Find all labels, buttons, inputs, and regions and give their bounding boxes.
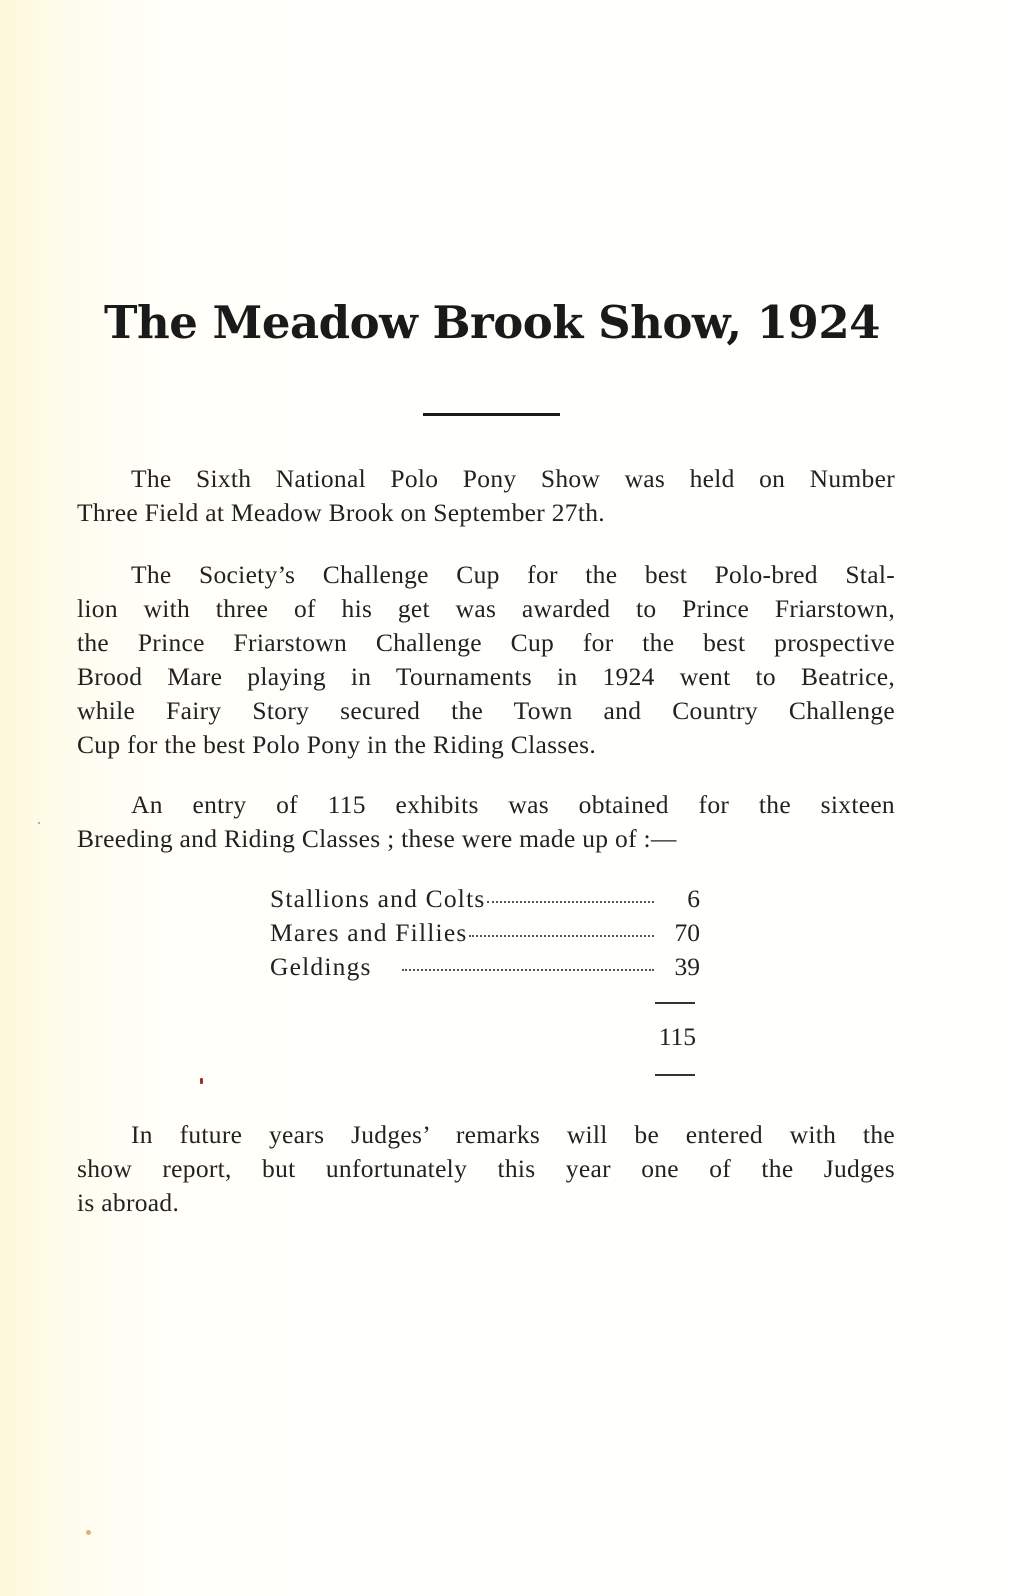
paragraph-show-intro xyxy=(77,462,895,530)
sum-rule-top xyxy=(655,1002,695,1004)
tally-label: Mares and Fillies xyxy=(270,918,468,947)
paper-speck xyxy=(200,1078,203,1084)
text-line: Three Field at Meadow Brook on September 27th. xyxy=(77,498,605,527)
text-line: An entry of 115 exhibits was obtained for the sixteen xyxy=(131,790,895,819)
title-divider xyxy=(423,413,560,416)
paragraph-entries xyxy=(77,788,895,856)
text-line: is abroad. xyxy=(77,1188,180,1217)
text-line: Breeding and Riding Classes ; these were made up of :— xyxy=(77,824,677,853)
text-line: The Sixth National Polo Pony Show was held on Number xyxy=(131,464,895,493)
tally-row-geldings xyxy=(270,952,700,986)
paragraph-judges xyxy=(77,1118,895,1220)
text-line: The Society’s Challenge Cup for the best Polo-bred Stal- xyxy=(131,560,895,589)
text-line: Brood Mare playing in Tournaments in 1924 went to Beatrice, xyxy=(77,662,895,691)
dot-leader xyxy=(487,901,654,903)
tally-value: 70 xyxy=(674,918,700,947)
text-line: while Fairy Story secured the Town and Country Challenge xyxy=(77,696,895,725)
text-line: the Prince Friarstown Challenge Cup for the best prospective xyxy=(77,628,895,657)
tally-label: Stallions and Colts xyxy=(270,884,486,913)
page-title: The Meadow Brook Show, 1924 xyxy=(104,296,880,349)
text-line: lion with three of his get was awarded to Prince Friarstown, xyxy=(77,594,895,623)
dot-leader xyxy=(402,969,654,971)
tally-row-stallions xyxy=(270,884,700,918)
sum-rule-bottom xyxy=(655,1074,695,1076)
tally-value: 39 xyxy=(674,952,700,981)
paragraph-awards xyxy=(77,558,895,762)
text-line: show report, but unfortunately this year one of the Judges xyxy=(77,1154,895,1183)
tally-total: 115 xyxy=(658,1022,696,1051)
paper-speck xyxy=(38,822,40,824)
tally-label: Geldings xyxy=(270,952,372,981)
text-line: In future years Judges’ remarks will be entered with the xyxy=(131,1120,895,1149)
text-line: Cup for the best Polo Pony in the Riding Classes. xyxy=(77,730,597,759)
paper-speck xyxy=(86,1530,91,1535)
tally-row-mares xyxy=(270,918,700,952)
dot-leader xyxy=(469,935,654,937)
tally-value: 6 xyxy=(687,884,700,913)
entries-tally xyxy=(270,884,700,986)
